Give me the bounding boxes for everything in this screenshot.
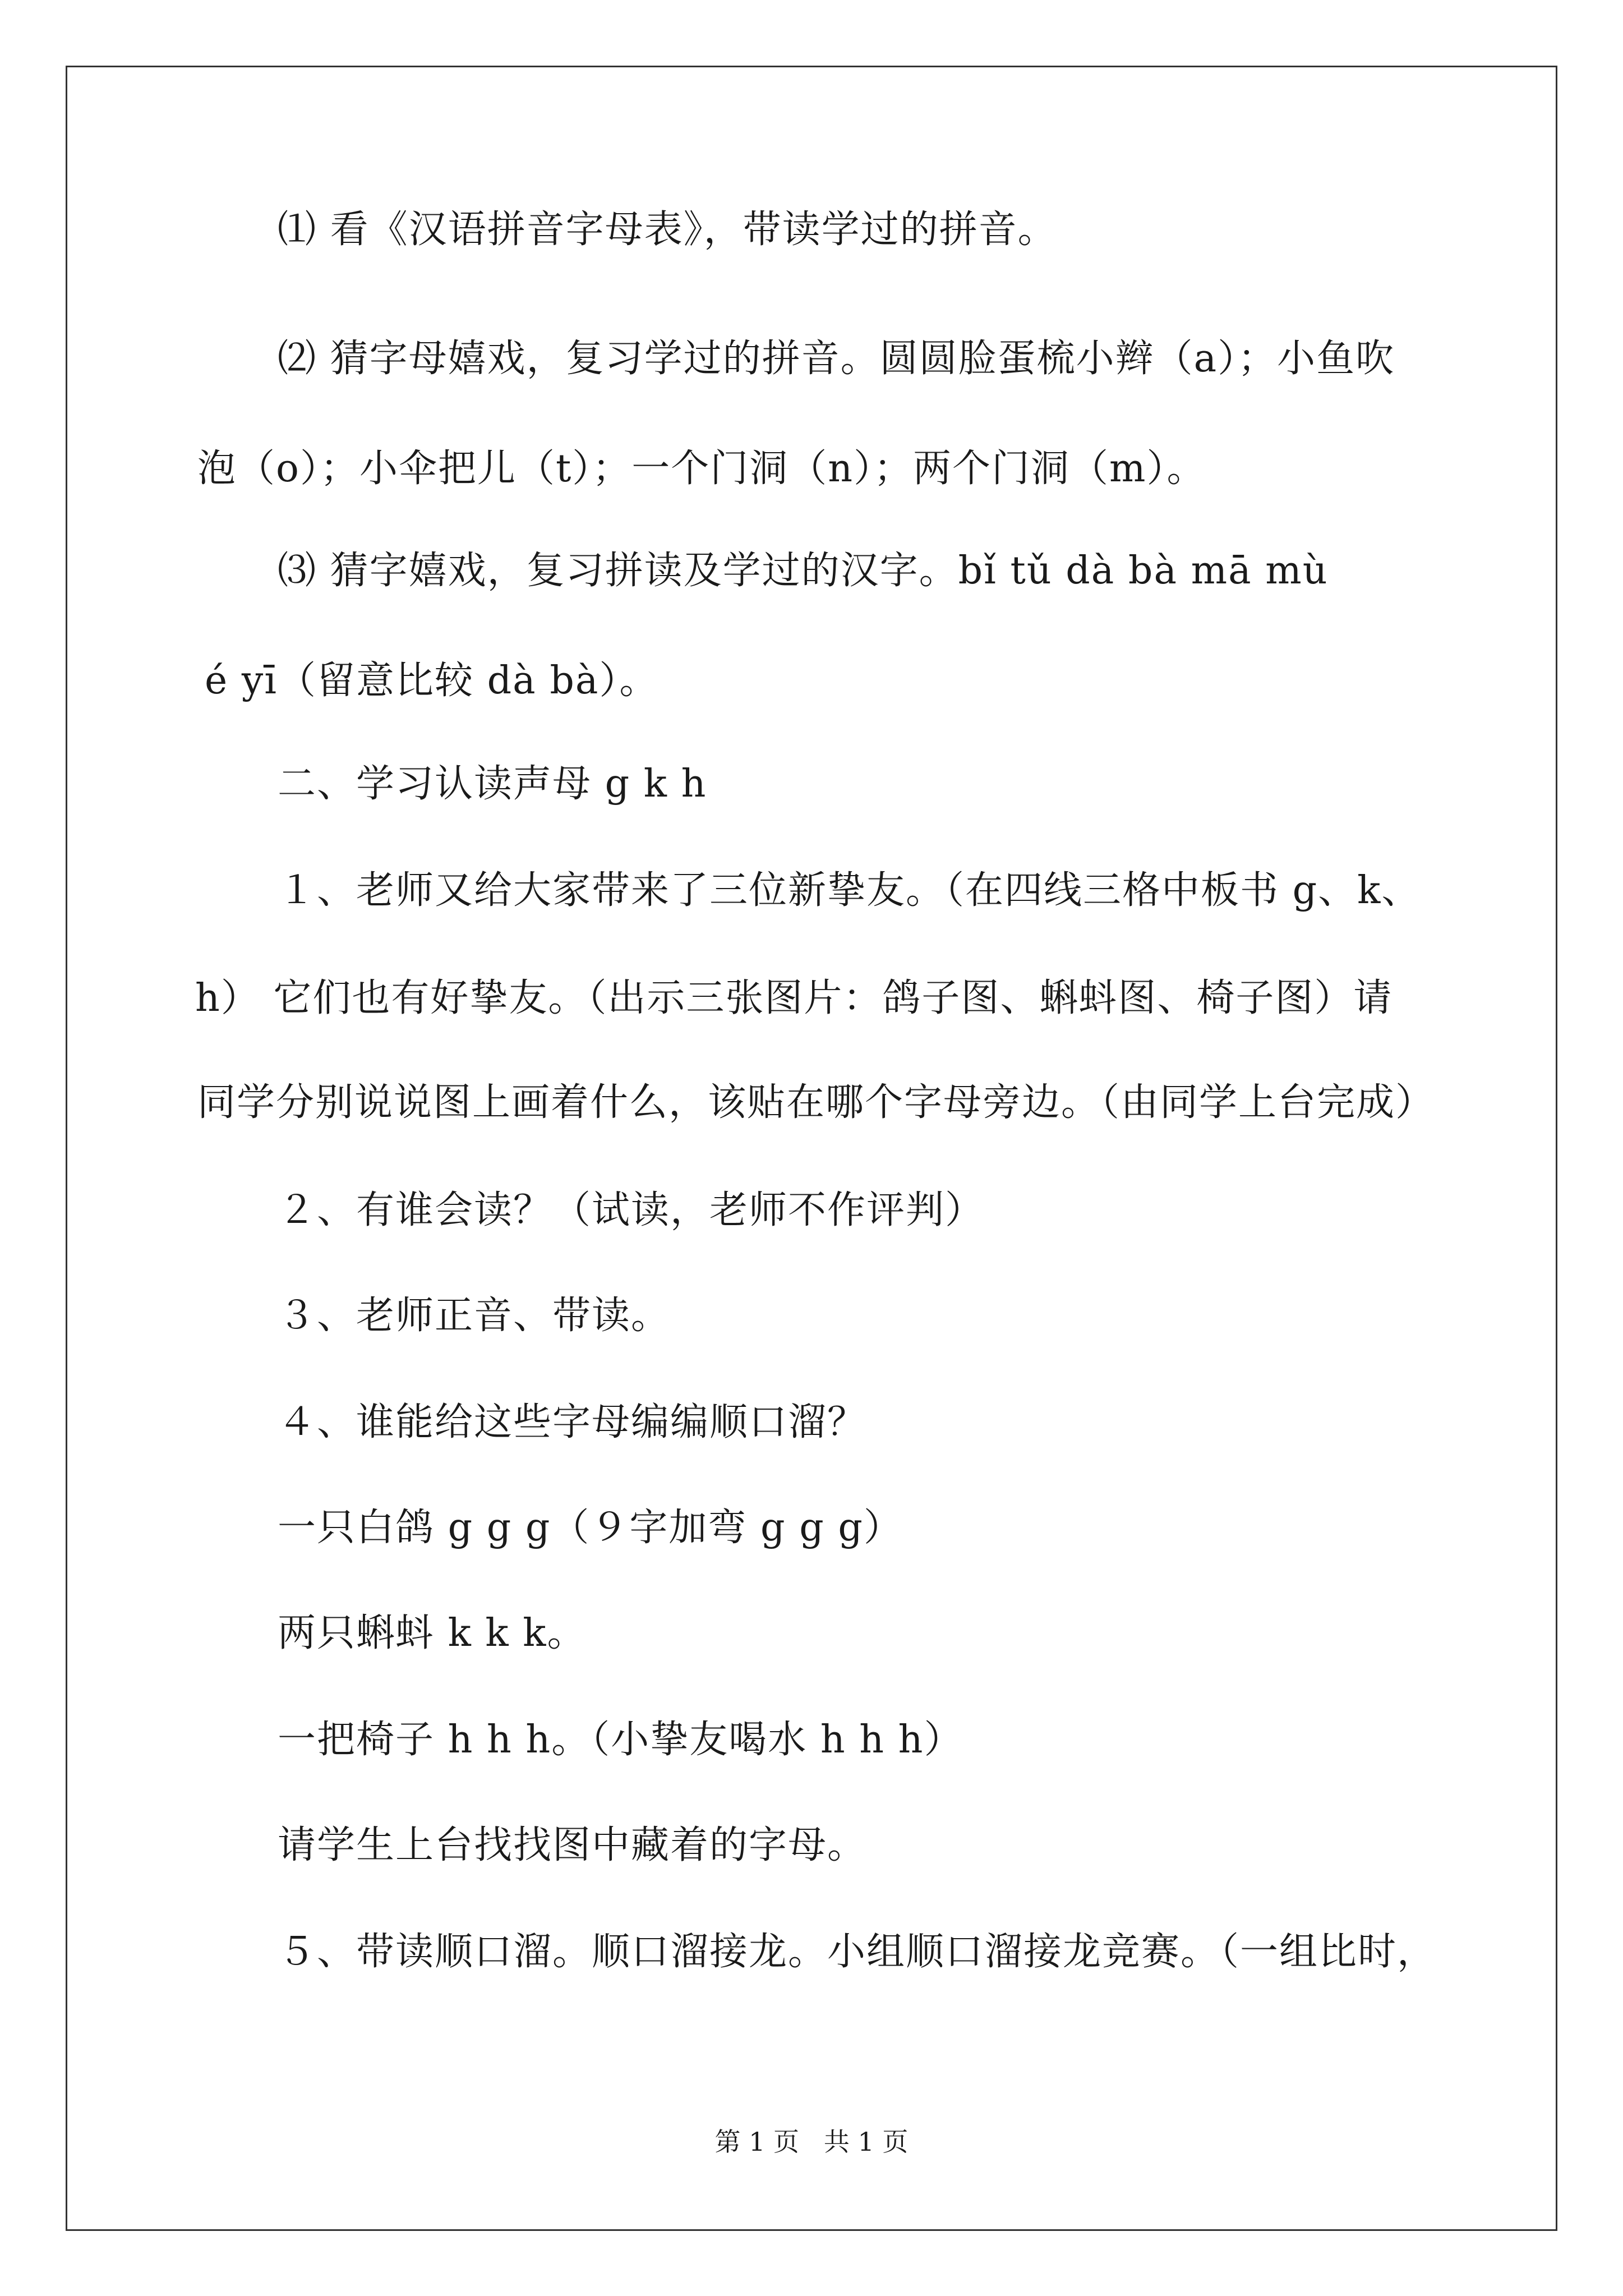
text-line: 两只蝌蚪 k k k。 <box>278 1611 587 1655</box>
text-line: 二、学习认读声母 g k h <box>278 762 707 806</box>
text-line: １、老师又给大家带来了三位新挚友。（在四线三格中板书 g、k、 <box>278 868 1421 913</box>
text-line: ⑴ 看《汉语拼音字母表》，带读学过的拼音。 <box>278 208 1057 252</box>
text-line: 请学生上台找找图中藏着的字母。 <box>278 1823 867 1867</box>
text-line: ４、谁能给这些字母编编顺口溜？ <box>278 1400 867 1444</box>
page-number-footer: 第 1 页 共 1 页 <box>714 2127 909 2157</box>
text-line: 泡（o）；小伞把儿（t）；一个门洞（n）；两个门洞（m）。 <box>197 447 1206 491</box>
text-line: ５、带读顺口溜。顺口溜接龙。小组顺口溜接龙竞赛。（一组比时， <box>278 1930 1437 1974</box>
text-line: 一把椅子 h h h。（小挚友喝水 h h h） <box>278 1718 963 1762</box>
text-line: 一只白鸽 g g g（９字加弯 g g g） <box>278 1506 903 1550</box>
text-line: h） 它们也有好挚友。（出示三张图片：鸽子图、蝌蚪图、椅子图）请 <box>195 976 1393 1020</box>
text-line: 同学分别说说图上画着什么，该贴在哪个字母旁边。（由同学上台完成） <box>197 1080 1435 1125</box>
text-line: ⑶ 猜字嬉戏，复习拼读及学过的汉字。bǐ tǔ dà bà mā mù <box>278 549 1329 593</box>
text-line: é yī（留意比较 dà bà）。 <box>205 659 659 703</box>
text-line: ２、有谁会读？（试读，老师不作评判） <box>278 1188 985 1232</box>
text-line: ３、老师正音、带读。 <box>278 1294 671 1338</box>
text-line: ⑵ 猜字母嬉戏，复习学过的拼音。圆圆脸蛋梳小辫（a）；小鱼吹 <box>278 337 1395 381</box>
